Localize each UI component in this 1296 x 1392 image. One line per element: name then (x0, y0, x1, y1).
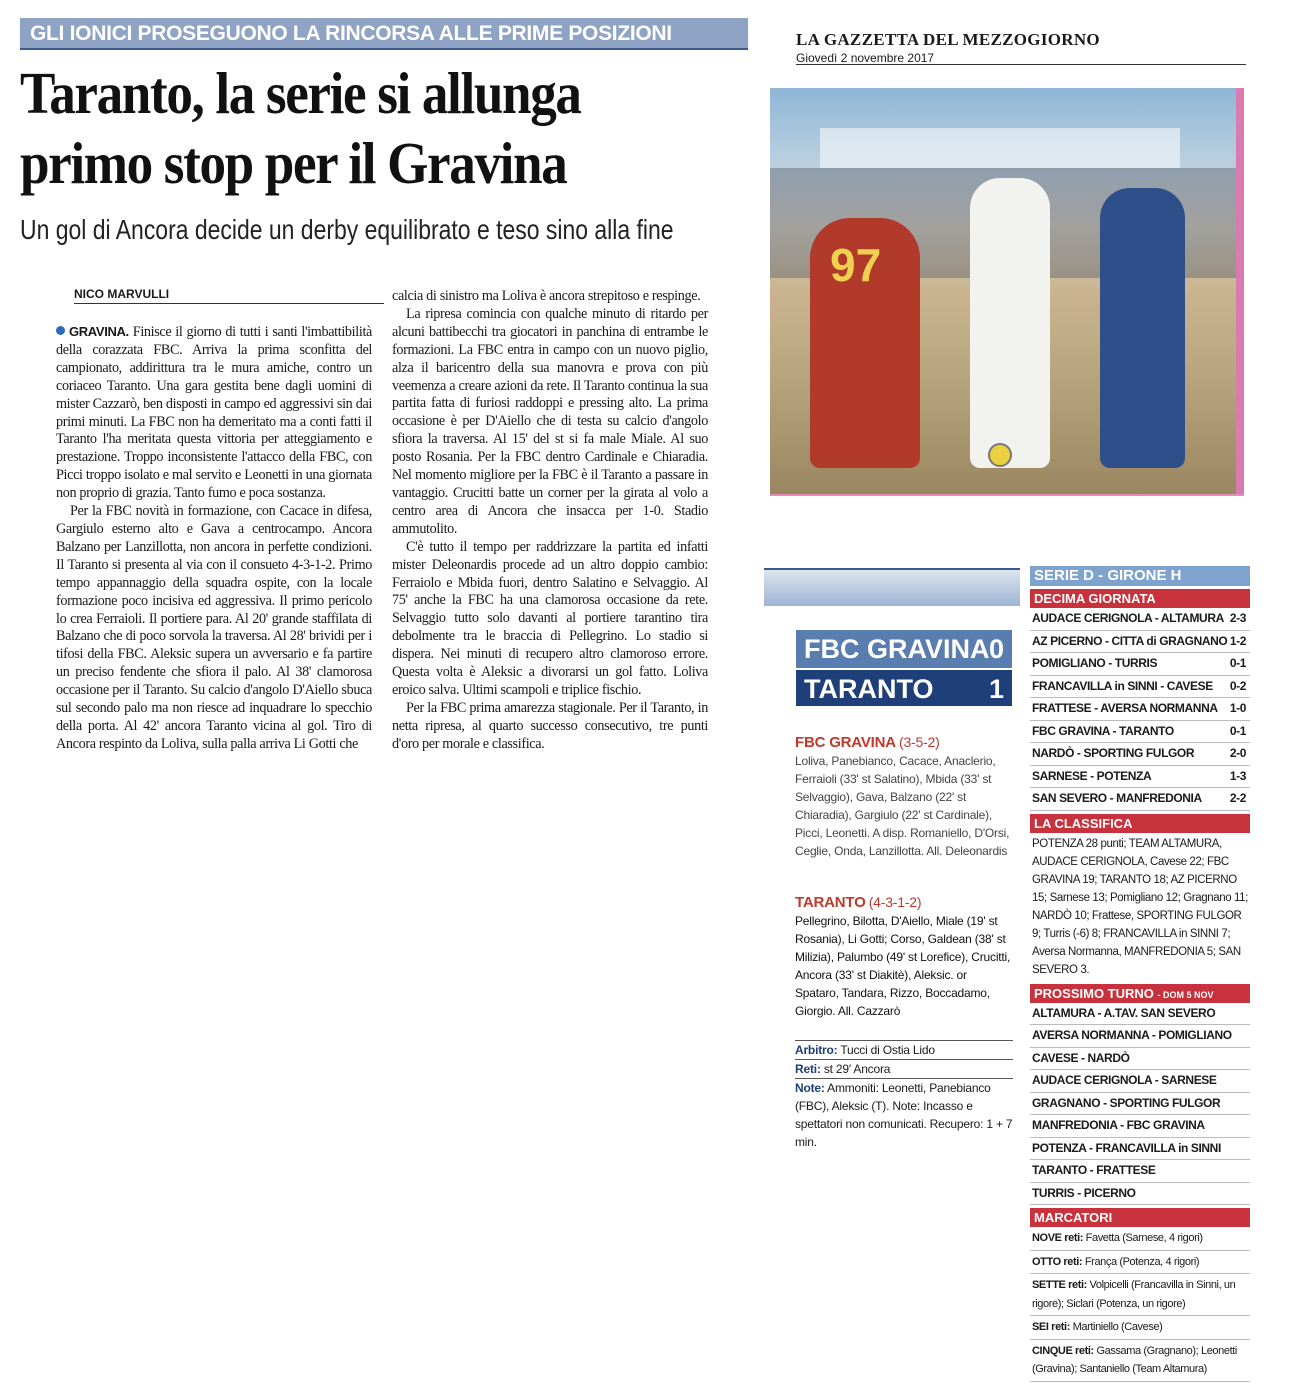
byline: NICO MARVULLI (74, 287, 384, 304)
scorer-text: Favetta (Sarnese, 4 rigori) (1085, 1232, 1203, 1244)
league-header: SERIE D - GIRONE H (1030, 566, 1250, 586)
lineup-team-name: FBC GRAVINA (795, 734, 896, 751)
result-match: SARNESE - POTENZA (1032, 768, 1152, 783)
fixture-row: TARANTO - FRATTESE (1030, 1160, 1250, 1183)
article-column-1 (56, 323, 372, 754)
fixture-row: ALTAMURA - A.TAV. SAN SEVERO (1030, 1003, 1250, 1026)
article-column-2 (392, 288, 708, 754)
round-title: DECIMA GIORNATA (1030, 589, 1250, 608)
scorer-row (1030, 1340, 1250, 1382)
ball-icon (988, 443, 1012, 467)
fixture-row: AUDACE CERIGNOLA - SARNESE (1030, 1070, 1250, 1093)
result-row (1030, 653, 1250, 676)
lineup-players: Pellegrino, Bilotta, D'Aiello, Miale (19' st Rosania), Li Gotti; Corso, Galdean (38' st Milizia), Palumbo (49' st Lorefice), Crucitti, Ancora (33' st Diakitè), Aleksic. or Spataro, Tandara, Rizzo, Boccadamo, Giorgio. All. Cazzarò (795, 914, 1011, 1018)
scorer-text: Gassama (Gragnano); Leonetti (Gravina); Santaniello (Team Altamura) (1032, 1344, 1237, 1375)
lineup-gravina (795, 733, 1013, 860)
scorer-label: NOVE reti: (1032, 1232, 1084, 1244)
headline-line-2: primo stop per il Gravina (20, 130, 567, 196)
result-row (1030, 788, 1250, 811)
goals-line: Reti: st 29' Ancora (795, 1059, 1013, 1078)
fixtures-list (1030, 1003, 1250, 1206)
player-gravina (970, 178, 1050, 468)
article-paragraph: calcia di sinistro ma Loliva è ancora strepitoso e respinge. (392, 288, 701, 304)
result-score: 1-2 (1229, 633, 1246, 648)
scorer-row (1030, 1251, 1250, 1275)
article-paragraph: Per la FBC prima amarezza stagionale. Per il Taranto, in netta ripresa, al quarto successo consecutivo, tre punti d'oro per morale e classifica. (392, 699, 708, 752)
fixture-row: GRAGNANO - SPORTING FULGOR (1030, 1093, 1250, 1116)
result-row (1030, 721, 1250, 744)
lineup-players: Loliva, Panebianco, Cacace, Anaclerio, Ferraioli (33' st Salatino), Mbida (33' st Selvaggio), Gava, Balzano (22' st Chiaradia), Gargiulo (22' st Cardinale), Picci, Leonetti. A disp. Romaniello, D'Orsi, Ceglie, Onda, Lanzillotta. All. Deleonardis (795, 754, 1010, 858)
lineup-formation: (3-5-2) (899, 734, 940, 750)
referee-line: Arbitro: Tucci di Ostia Lido (795, 1040, 1013, 1059)
fixture-row: TURRIS - PICERNO (1030, 1183, 1250, 1206)
result-score: 2-0 (1229, 746, 1246, 760)
scorer-row (1030, 1316, 1250, 1340)
stadium-banner (820, 128, 1180, 168)
result-match: AUDACE CERIGNOLA - ALTAMURA (1032, 611, 1224, 625)
section-kicker: GLI IONICI PROSEGUONO LA RINCORSA ALLE PRIME POSIZIONI (20, 18, 748, 50)
scorer-row (1030, 1227, 1250, 1251)
jersey-number: 97 (830, 239, 882, 291)
result-row (1030, 608, 1250, 631)
result-row (1030, 743, 1250, 766)
score-home (796, 630, 1012, 668)
scorer-row (1030, 1274, 1250, 1316)
result-row (1030, 631, 1250, 654)
results-list (1030, 608, 1250, 811)
result-match: AZ PICERNO - CITTA di GRAGNANO (1032, 633, 1228, 648)
scorer-label: SETTE reti: (1032, 1279, 1087, 1291)
result-row (1030, 698, 1250, 721)
away-score: 1 (988, 674, 1004, 704)
scorer-text: França (Potenza, 4 rigori) (1084, 1255, 1200, 1268)
article-paragraph: C'è tutto il tempo per raddrizzare la partita ed infatti mister Deleonardis procede ad un altro doppio cambio: Ferraiolo e Mbida fuori, dentro Salatino e Selvaggio. Al 75' anche la FBC ha una clamorosa occasione da rete. Selvaggio tutto solo davanti al portiere tarantino tira debolmente tra le braccia di Pellegrino. Lo stadio si dispera. Nei minuti di recupero altro clamoroso errore. Questa volta è Aleksic a divorarsi un gol fatto. Loliva eroico salva. Ultimi scampoli e triplice fischio. (392, 538, 708, 698)
issue-date: Giovedì 2 novembre 2017 (796, 51, 935, 65)
fixture-row: POTENZA - FRANCAVILLA in SINNI (1030, 1138, 1250, 1161)
scorer-label: CINQUE reti: (1032, 1344, 1094, 1357)
masthead (796, 30, 1246, 65)
table-title: LA CLASSIFICA (1030, 814, 1250, 833)
result-match: POMIGLIANO - TURRIS (1032, 656, 1158, 670)
article-paragraph: La ripresa comincia con qualche minuto di ritardo per alcuni battibecchi tra giocatori in panchina di entrambe le formazioni. La FBC entra in campo con un nuovo piglio, alza il baricentro della sua manovra e prova con più veemenza a creare azioni da rete. Il Taranto continua la sua partita fatta di furiosi raddoppi e pressing alto. La prima occasione è per D'Aiello che di testa su calcio d'angolo sfiora la traversa. Al 15' del st si fa male Miale. Al suo posto Rosania. Per la FBC dentro Cardinale e Chiaradia. Nel momento migliore per la FBC è il Taranto a passare in vantaggio. Crucitti batte un corner per la girata al volo a centro area di Ancora che insacca per 1-0. Stadio ammutolito. (392, 305, 708, 537)
home-team-name: FBC GRAVINA (804, 634, 990, 664)
standings-text: POTENZA 28 punti; TEAM ALTAMURA, AUDACE CERIGNOLA, Cavese 22; FBC GRAVINA 19; TARANTO 18; AZ PICERNO 15; Sarnese 13; Pomigliano 12; Gragnano 11; NARDÒ 10; Frattese, SPORTING FULGOR 9; Turris (-6) 8; FRANCAVILLA in SINNI 7; Aversa Normanna, MANFREDONIA 5; SAN SEVERO 3. (1032, 837, 1248, 976)
notes-line: Note: Ammoniti: Leonetti, Panebianco (FBC), Aleksic (T). Note: Incasso e spettatori non comunicati. Recupero: 1 + 7 min. (795, 1078, 1013, 1151)
fixture-row: MANFREDONIA - FBC GRAVINA (1030, 1115, 1250, 1138)
match-photo (770, 88, 1244, 496)
newspaper-name: LA GAZZETTA DEL MEZZOGIORNO (796, 30, 1100, 49)
bullet-icon (56, 326, 65, 335)
article-paragraph: GRAVINA. Finisce il giorno di tutti i santi l'imbattibilità della corazzata FBC. Arriva la prima sconfitta del campionato, addirittura tra le mura amiche, contro un coriaceo Taranto. Una gara gestita bene dagli uomini di mister Cazzarò, ben disposti in campo ed aggressivi sin dai primi minuti. La FBC non ha demeritato ma a conti fatti il Taranto l'ha meritata questa vittoria per atteggiamento e prestazione. Troppo inconsistente l'attacco della FBC, con Picci troppo isolato e mal servito e Leonetti in una giornata non proprio di grazia. Tanto fumo e poca sostanza. (56, 324, 372, 502)
lineup-taranto (795, 893, 1013, 1020)
result-match: FRATTESE - AVERSA NORMANNA (1032, 701, 1218, 715)
result-match: FBC GRAVINA - TARANTO (1032, 723, 1174, 738)
result-match: NARDÒ - SPORTING FULGOR (1032, 746, 1195, 760)
headline-line-1: Taranto, la serie si allunga (20, 60, 581, 126)
lineup-team-name: TARANTO (795, 894, 866, 911)
scorers-title: MARCATORI (1030, 1208, 1250, 1227)
decorative-bar (764, 568, 1020, 606)
scorers-list (1030, 1227, 1250, 1382)
next-round-title: PROSSIMO TURNO - DOM 5 NOV (1030, 984, 1250, 1003)
player-taranto-right (1100, 188, 1185, 468)
scorer-label: OTTO reti: (1032, 1255, 1083, 1268)
scorer-text: Martiniello (Cavese) (1072, 1321, 1163, 1333)
result-row (1030, 676, 1250, 699)
masthead-rule (796, 64, 1246, 65)
fixture-row: AVERSA NORMANNA - POMIGLIANO (1030, 1025, 1250, 1048)
fixture-row: CAVESE - NARDÒ (1030, 1048, 1250, 1071)
result-score: 1-0 (1229, 701, 1246, 715)
subheadline: Un gol di Ancora decide un derby equilibrato e teso sino alla fine (20, 214, 674, 245)
photo-accent-bar (1236, 88, 1244, 496)
scorer-label: SEI reti: (1032, 1321, 1070, 1333)
away-team-name: TARANTO (804, 674, 934, 704)
match-info (795, 1040, 1013, 1151)
result-score: 0-1 (1229, 656, 1246, 670)
scorer-text: Volpicelli (Francavilla in Sinni, un rigore); Siclari (Potenza, un rigore) (1032, 1279, 1236, 1310)
result-score: 2-2 (1229, 791, 1246, 805)
scoreboard (796, 630, 1012, 706)
article-paragraph: Per la FBC novità in formazione, con Cacace in difesa, Gargiulo esterno alto e Gava a centrocampo. Ancora Balzano per Lanzillotta, non ancora in perfette condizioni. Il Taranto si presenta al via con il consueto 4-3-1-2. Primo tempo appannaggio della squadra ospite, con la locale formazione poco incisiva ed aggressiva. Il primo pericolo lo crea Ferraioli. Il portiere para. Al 20' grande staffilata di Balzano che di poco sorvola la traversa. Al 28' brividi per i tifosi della FBC. Aleksic supera un avversario e fa partire un preciso fendente che sfiora il palo. Al 38' clamorosa occasione per il Taranto. Su calcio d'angolo D'Aiello sbuca sul secondo palo ma non riesce ad inquadrare lo specchio della porta. Al 42' ancora Taranto vicina al gol. Tiro di Ancora respinto da Loliva, sulla palla arriva Li Gotti che (56, 503, 372, 752)
dateline: GRAVINA. (69, 324, 129, 339)
score-away (796, 668, 1012, 706)
result-score: 0-2 (1229, 678, 1246, 693)
result-score: 2-3 (1229, 611, 1246, 625)
result-match: SAN SEVERO - MANFREDONIA (1032, 791, 1202, 805)
result-score: 0-1 (1229, 723, 1246, 738)
headline (20, 58, 677, 198)
standings-panel (1030, 566, 1250, 1382)
result-score: 1-3 (1229, 768, 1246, 783)
result-row (1030, 766, 1250, 789)
result-match: FRANCAVILLA in SINNI - CAVESE (1032, 678, 1213, 693)
home-score: 0 (988, 634, 1004, 664)
lineup-formation: (4-3-1-2) (868, 894, 922, 910)
